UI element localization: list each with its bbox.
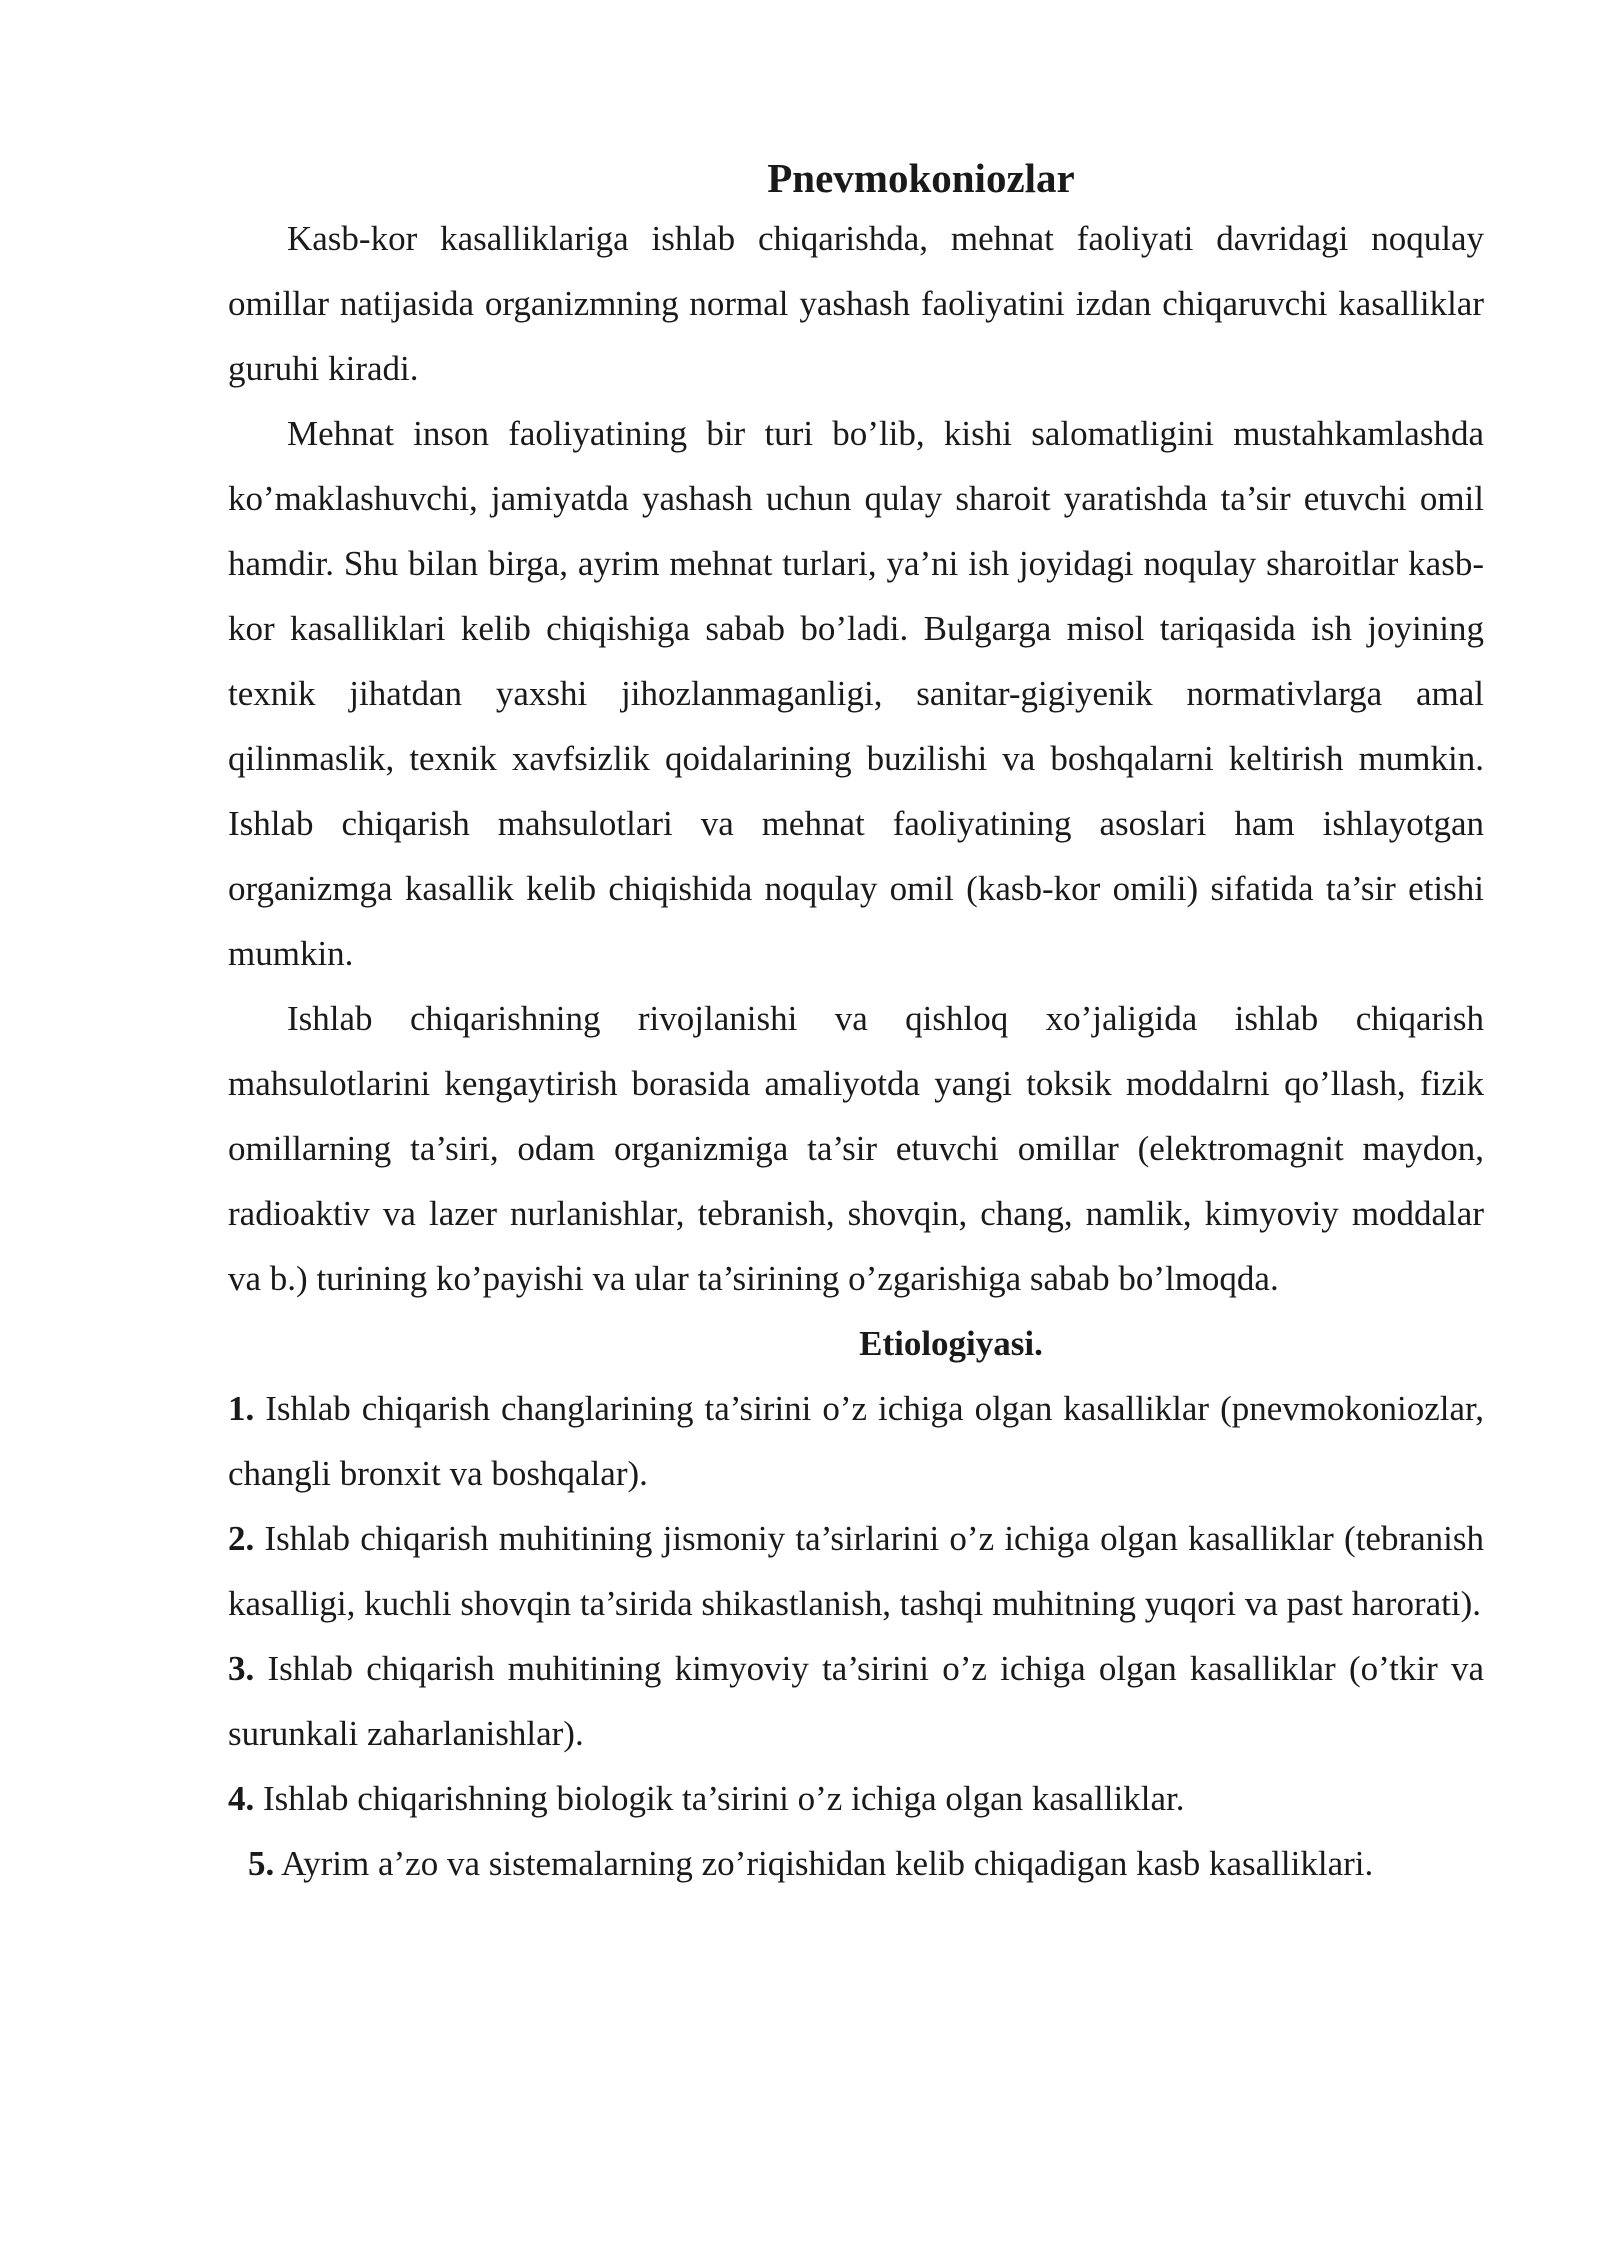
paragraph-1: Kasb-kor kasalliklariga ishlab chiqarishda, mehnat faoliyati davridagi noqulay omillar natijasida organizmning normal yashash faoliyatini izdan chiqaruvchi kasalliklar guruhi kiradi. bbox=[228, 219, 1484, 388]
item-text: Ishlab chiqarish changlarining ta’sirini o’z ichiga olgan kasalliklar (pnevmokoniozlar, changli bronxit va boshqalar). bbox=[228, 1389, 1485, 1493]
paragraph-3: Ishlab chiqarishning rivojlanishi va qishloq xo’jaligida ishlab chiqarish mahsulotlarini kengaytirish borasida amaliyotda yangi toksik moddalrni qo’llash, fizik omillarning ta’siri, odam organizmiga ta’sir etuvchi omillar (elektromagnit maydon, radioaktiv va lazer nurlanishlar, tebranish, shovqin, chang, namlik, kimyoviy moddalar va b.) turining ko’payishi va ular ta’sirining o’zgarishiga sabab bo’lmoqda. bbox=[228, 999, 1484, 1298]
etiology-item-3 bbox=[228, 1636, 1484, 1766]
item-text: Ayrim a’zo va sistemalarning zo’riqishidan kelib chiqadigan kasb kasalliklari. bbox=[281, 1844, 1374, 1883]
etiology-item-1 bbox=[228, 1376, 1484, 1506]
item-number: 1. bbox=[228, 1389, 255, 1428]
etiology-item-2 bbox=[228, 1506, 1484, 1636]
etiology-item-5 bbox=[228, 1831, 1484, 1896]
paragraph-2: Mehnat inson faoliyatining bir turi bo’lib, kishi salomatligini mustahkamlashda ko’maklashuvchi, jamiyatda yashash uchun qulay sharoit yaratishda ta’sir etuvchi omil hamdir. Shu bilan birga, ayrim mehnat turlari, ya’ni ish joyidagi noqulay sharoitlar kasb-kor kasalliklari kelib chiqishiga sabab bo’ladi. Bulgarga misol tariqasida ish joyining texnik jihatdan yaxshi jihozlanmaganligi, sanitar-gigiyenik normativlarga amal qilinmaslik, texnik xavfsizlik qoidalarining buzilishi va boshqalarni keltirish mumkin. Ishlab chiqarish mahsulotlari va mehnat faoliyatining asoslari ham ishlayotgan organizmga kasallik kelib chiqishida noqulay omil (kasb-kor omili) sifatida ta’sir etishi mumkin. bbox=[228, 414, 1484, 973]
item-text: Ishlab chiqarish muhitining jismoniy ta’sirlarini o’z ichiga olgan kasalliklar (tebranish kasalligi, kuchli shovqin ta’sirida shikastlanish, tashqi muhitning yuqori va past harorati). bbox=[228, 1519, 1484, 1623]
document-page bbox=[228, 150, 1484, 1896]
section-heading-etiology: Etiologiyasi. bbox=[859, 1324, 1043, 1363]
item-number: 5. bbox=[248, 1844, 275, 1883]
item-number: 4. bbox=[228, 1779, 255, 1818]
item-number: 2. bbox=[228, 1519, 255, 1558]
etiology-item-4 bbox=[228, 1766, 1484, 1831]
item-number: 3. bbox=[228, 1649, 255, 1688]
item-text: Ishlab chiqarish muhitining kimyoviy ta’sirini o’z ichiga olgan kasalliklar (o’tkir va surunkali zaharlanishlar). bbox=[228, 1649, 1484, 1753]
document-title: Pnevmokoniozlar bbox=[767, 155, 1075, 201]
item-text: Ishlab chiqarishning biologik ta’sirini o’z ichiga olgan kasalliklar. bbox=[263, 1779, 1185, 1818]
